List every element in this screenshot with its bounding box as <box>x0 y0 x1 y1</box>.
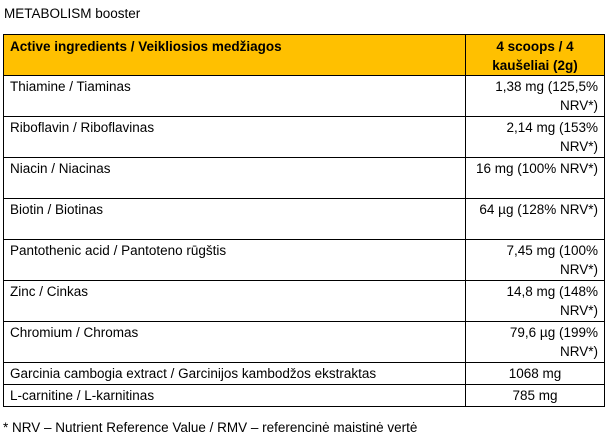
footnote: * NRV – Nutrient Reference Value / RMV – referencinė maistinė vertė <box>3 420 418 435</box>
table-header-row <box>4 35 605 76</box>
table-row <box>4 199 605 240</box>
amount-cell: 7,45 mg (100% NRV*) <box>466 240 605 281</box>
amount-cell: 1,38 mg (125,5% NRV*) <box>466 76 605 117</box>
table-row <box>4 281 605 322</box>
ingredient-cell: Chromium / Chromas <box>4 322 466 363</box>
amount-cell: 2,14 mg (153% NRV*) <box>466 117 605 158</box>
ingredient-cell: Zinc / Cinkas <box>4 281 466 322</box>
table-row <box>4 363 605 385</box>
table-row <box>4 117 605 158</box>
amount-cell: 14,8 mg (148% NRV*) <box>466 281 605 322</box>
amount-cell: 1068 mg <box>466 363 605 385</box>
amount-cell: 64 µg (128% NRV*) <box>466 199 605 240</box>
ingredient-cell: Biotin / Biotinas <box>4 199 466 240</box>
ingredients-table <box>3 34 605 407</box>
ingredient-cell: Garcinia cambogia extract / Garcinijos kambodžos ekstraktas <box>4 363 466 385</box>
amount-cell: 79,6 µg (199% NRV*) <box>466 322 605 363</box>
ingredient-cell: Niacin / Niacinas <box>4 158 466 199</box>
ingredient-cell: Riboflavin / Riboflavinas <box>4 117 466 158</box>
amount-cell: 16 mg (100% NRV*) <box>466 158 605 199</box>
header-amount: 4 scoops / 4 kaušeliai (2g) <box>466 35 605 76</box>
ingredient-cell: Thiamine / Tiaminas <box>4 76 466 117</box>
table-row <box>4 76 605 117</box>
header-ingredient: Active ingredients / Veikliosios medžiagos <box>4 35 466 76</box>
table-row <box>4 322 605 363</box>
table-row <box>4 385 605 407</box>
ingredient-cell: L-carnitine / L-karnitinas <box>4 385 466 407</box>
ingredient-cell: Pantothenic acid / Pantoteno rūgštis <box>4 240 466 281</box>
table-row <box>4 158 605 199</box>
amount-cell: 785 mg <box>466 385 605 407</box>
document-title: METABOLISM booster <box>4 6 141 21</box>
table-row <box>4 240 605 281</box>
